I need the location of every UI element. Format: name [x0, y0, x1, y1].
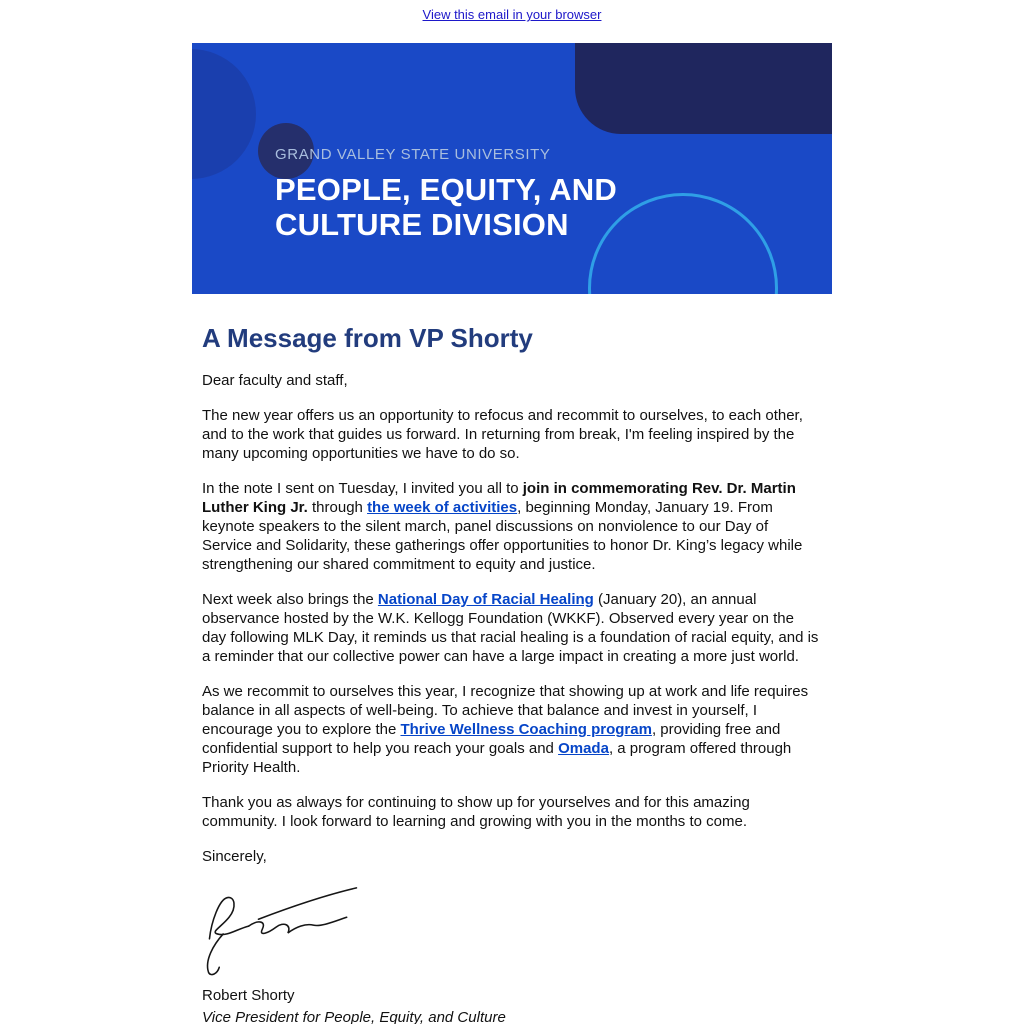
signature-image — [196, 882, 366, 980]
banner-decor-pill — [575, 43, 832, 134]
text-run: Next week also brings the — [202, 591, 378, 608]
header-banner — [192, 43, 832, 294]
signature-stroke-initial — [209, 897, 248, 938]
text-run: through — [307, 499, 368, 516]
text-run: , providing free and confidential support to help you reach your goals and — [202, 721, 781, 757]
paragraph — [202, 590, 822, 666]
salutation: Dear faculty and staff, — [202, 372, 348, 389]
paragraph — [202, 406, 822, 463]
signer-name: Robert Shorty — [202, 987, 295, 1004]
text-run: join in commemorating Rev. Dr. Martin Luther King Jr. — [202, 480, 796, 516]
inline-link[interactable]: Omada — [558, 740, 609, 757]
university-name: GRAND VALLEY STATE UNIVERSITY — [275, 146, 551, 163]
paragraph — [202, 682, 822, 777]
banner-text — [275, 146, 617, 242]
text-run: The new year offers us an opportunity to refocus and recommit to ourselves, to each other, and to the work that guides us forward. In returning from break, I'm feeling inspired by the many upcoming opportunities we have to do so. — [202, 407, 803, 462]
banner-decor-left-circle — [192, 49, 256, 179]
signer-title: Vice President for People, Equity, and Culture — [202, 1009, 506, 1024]
message-content — [192, 323, 832, 1024]
text-run: In the note I sent on Tuesday, I invited you all to — [202, 480, 523, 497]
division-title-line1: PEOPLE, EQUITY, AND — [275, 172, 617, 207]
text-run: (January 20), an annual observance hosted by the W.K. Kellogg Foundation (WKKF). Observed every year on the day following MLK Day, it reminds us that racial healing is a foundation of racial equity, and is a reminder that our collective power can have a large impact in creating a more just world. — [202, 591, 819, 665]
text-run: Thank you as always for continuing to show up for yourselves and for this amazing community. I look forward to learning and growing with you in the months to come. — [202, 794, 750, 830]
preheader — [0, 0, 1024, 22]
paragraph — [202, 793, 822, 831]
inline-link[interactable]: National Day of Racial Healing — [377, 591, 594, 608]
view-in-browser-link[interactable]: View this email in your browser — [422, 7, 602, 22]
email-body — [192, 43, 832, 1024]
message-paragraphs — [202, 406, 822, 831]
division-title-line2: CULTURE DIVISION — [275, 207, 569, 242]
signature-stroke-surname — [249, 917, 347, 933]
inline-link[interactable]: Thrive Wellness Coaching program — [400, 721, 652, 738]
signature-stroke-descender — [208, 934, 224, 975]
text-run: As we recommit to ourselves this year, I recognize that showing up at work and life requires balance in all aspects of well-being. To achieve that balance and invest in yourself, I encourage you to explore the — [202, 683, 809, 738]
division-title — [275, 172, 617, 242]
paragraph — [202, 479, 822, 574]
text-run: , a program offered through Priority Health. — [202, 740, 792, 776]
message-title: A Message from VP Shorty — [202, 323, 533, 353]
text-run: , beginning Monday, January 19. From keynote speakers to the silent march, panel discussions on nonviolence to our Day of Service and Solidarity, these gatherings offer opportunities to honor Dr. King’s legacy while strengthening our shared commitment to equity and justice. — [202, 499, 803, 573]
signature-stroke-flourish — [258, 888, 356, 919]
inline-link[interactable]: the week of activities — [367, 499, 518, 516]
closing: Sincerely, — [202, 848, 267, 865]
